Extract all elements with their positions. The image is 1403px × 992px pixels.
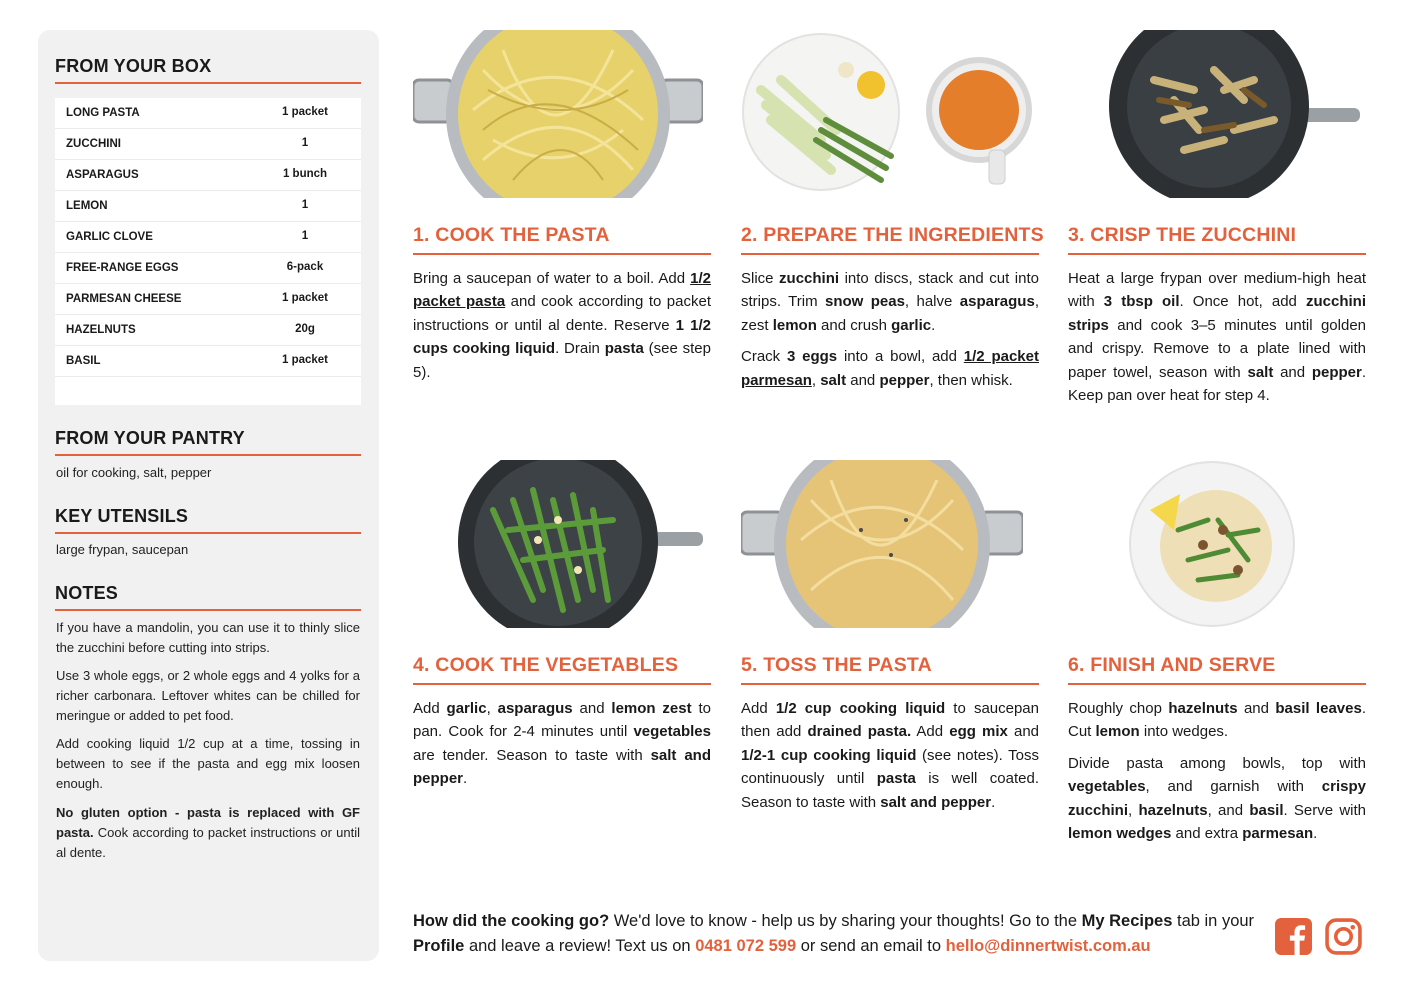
step-divider bbox=[741, 683, 1039, 685]
ingredients-prep-photo bbox=[741, 30, 1041, 198]
step-divider bbox=[1068, 683, 1366, 685]
ingredient-name: FREE-RANGE EGGS bbox=[66, 262, 179, 274]
step-3-body bbox=[1068, 267, 1366, 415]
footer-text: tab in your bbox=[1172, 912, 1255, 930]
section-divider bbox=[55, 454, 361, 456]
step-paragraph: Add garlic, asparagus and lemon zest to pan. Cook for 2-4 minutes until vegetables are tender. Season to taste with salt and pepper. bbox=[413, 700, 711, 788]
ingredient-qty: 1 bbox=[301, 137, 309, 149]
vegetables-frypan-photo bbox=[413, 460, 703, 628]
step-divider bbox=[741, 253, 1039, 255]
step-3-title: 3. CRISP THE ZUCCHINI bbox=[1068, 224, 1297, 246]
table-row bbox=[55, 191, 361, 222]
step-6-title: 6. FINISH AND SERVE bbox=[1068, 654, 1276, 676]
zucchini-frypan-photo bbox=[1104, 30, 1360, 198]
ingredient-qty: 1 packet bbox=[281, 292, 329, 304]
table-row bbox=[55, 253, 361, 284]
facebook-icon[interactable] bbox=[1275, 918, 1312, 955]
step-4-body bbox=[413, 697, 711, 799]
ingredient-name: PARMESAN CHEESE bbox=[66, 293, 182, 305]
note-eggs: Use 3 whole eggs, or 2 whole eggs and 4 yolks for a richer carbonara. Leftover whites can be chilled for meringue or added to pet food. bbox=[56, 668, 360, 723]
step-6-body bbox=[1068, 697, 1366, 853]
step-divider bbox=[413, 683, 711, 685]
step-paragraph: Heat a large frypan over medium-high heat with 3 tbsp oil. Once hot, add zucchini strips and cook 3–5 minutes until golden and crispy. Remove to a plate lined with paper towel, season with salt and pepper. Keep pan over heat for step 4. bbox=[1068, 270, 1366, 405]
step-5-title: 5. TOSS THE PASTA bbox=[741, 654, 932, 676]
ingredient-qty: 6-pack bbox=[286, 261, 324, 273]
note-cooking-liquid: Add cooking liquid 1/2 cup at a time, tossing in between to see if the pasta and egg mix loosen enough. bbox=[56, 736, 360, 791]
footer-question: How did the cooking go? bbox=[413, 912, 610, 930]
ingredient-qty: 1 bbox=[301, 230, 309, 242]
ingredient-qty: 1 bunch bbox=[282, 168, 328, 180]
step-divider bbox=[1068, 253, 1366, 255]
ingredients-table bbox=[55, 98, 361, 405]
section-divider bbox=[55, 82, 361, 84]
step-paragraph: Crack 3 eggs into a bowl, add 1/2 packet parmesan, salt and pepper, then whisk. bbox=[741, 348, 1039, 389]
step-1-body bbox=[413, 267, 711, 392]
step-2-body bbox=[741, 267, 1039, 400]
table-row bbox=[55, 129, 361, 160]
ingredient-qty: 1 packet bbox=[281, 354, 329, 366]
ingredient-name: ASPARAGUS bbox=[66, 169, 139, 181]
footer-text: We'd love to know - help us by sharing your thoughts! Go to the bbox=[609, 912, 1082, 930]
step-5-body bbox=[741, 697, 1039, 822]
instagram-icon[interactable] bbox=[1325, 918, 1362, 955]
table-row bbox=[55, 315, 361, 346]
table-row bbox=[55, 98, 361, 129]
note-gf-bold: No gluten option - pasta is replaced with GF pasta. bbox=[56, 805, 360, 840]
section-divider bbox=[55, 609, 361, 611]
step-paragraph: Divide pasta among bowls, top with vegetables, and garnish with crispy zucchini, hazelnuts, and basil. Serve with lemon wedges and extra parmesan. bbox=[1068, 754, 1367, 843]
step-paragraph: Add 1/2 cup cooking liquid to saucepan then add drained pasta. Add egg mix and 1/2-1 cup cooking liquid (see notes). Toss continuously until pasta is well coated. Season to taste with salt and pepper. bbox=[741, 700, 1040, 811]
notes-title: NOTES bbox=[55, 583, 119, 603]
ingredient-name: LONG PASTA bbox=[66, 107, 140, 119]
toss-pasta-pot-photo bbox=[741, 460, 1023, 628]
sidebar-panel bbox=[38, 30, 379, 961]
from-your-pantry-title: FROM YOUR PANTRY bbox=[55, 428, 245, 448]
step-divider bbox=[413, 253, 711, 255]
from-your-box-title: FROM YOUR BOX bbox=[55, 56, 212, 76]
profile-label: Profile bbox=[413, 937, 465, 955]
footer-text: and leave a review! Text us on bbox=[464, 937, 696, 955]
key-utensils-title: KEY UTENSILS bbox=[55, 506, 189, 526]
ingredient-name: HAZELNUTS bbox=[66, 324, 136, 336]
pantry-text: oil for cooking, salt, pepper bbox=[56, 465, 212, 480]
email-link[interactable]: hello@dinnertwist.com.au bbox=[945, 937, 1151, 955]
my-recipes-label: My Recipes bbox=[1081, 912, 1173, 930]
step-2-title: 2. PREPARE THE INGREDIENTS bbox=[741, 224, 1044, 246]
footer-text: or send an email to bbox=[796, 937, 946, 955]
ingredient-name: LEMON bbox=[66, 200, 108, 212]
pasta-pot-photo bbox=[413, 30, 703, 198]
note-mandolin: If you have a mandolin, you can use it to thinly slice the zucchini before cutting into strips. bbox=[56, 620, 360, 655]
phone-link[interactable]: 0481 072 599 bbox=[695, 937, 797, 955]
feedback-footer bbox=[413, 909, 1263, 959]
table-row bbox=[55, 346, 361, 377]
note-gf-rest: Cook according to packet instructions or until al dente. bbox=[56, 825, 360, 860]
finished-dish-photo bbox=[1128, 460, 1296, 628]
step-paragraph: Bring a saucepan of water to a boil. Add 1/2 packet pasta and cook according to packet instructions or until al dente. Reserve 1 1/2 cups cooking liquid. Drain pasta (see step 5). bbox=[413, 270, 711, 381]
ingredient-qty: 1 bbox=[301, 199, 309, 211]
utensils-text: large frypan, saucepan bbox=[56, 542, 189, 557]
ingredient-name: ZUCCHINI bbox=[66, 138, 121, 150]
ingredient-qty: 1 packet bbox=[281, 106, 329, 118]
step-1-title: 1. COOK THE PASTA bbox=[413, 224, 610, 246]
table-row bbox=[55, 222, 361, 253]
step-paragraph: Slice zucchini into discs, stack and cut into strips. Trim snow peas, halve asparagus, zest lemon and crush garlic. bbox=[741, 270, 1039, 334]
section-divider bbox=[55, 532, 361, 534]
table-row bbox=[55, 284, 361, 315]
step-4-title: 4. COOK THE VEGETABLES bbox=[413, 654, 679, 676]
step-paragraph: Roughly chop hazelnuts and basil leaves. Cut lemon into wedges. bbox=[1068, 700, 1366, 741]
ingredient-name: GARLIC CLOVE bbox=[66, 231, 153, 243]
note-gluten-free bbox=[56, 803, 360, 863]
ingredient-qty: 20g bbox=[295, 323, 315, 335]
table-row bbox=[55, 160, 361, 191]
ingredient-name: BASIL bbox=[66, 355, 101, 367]
